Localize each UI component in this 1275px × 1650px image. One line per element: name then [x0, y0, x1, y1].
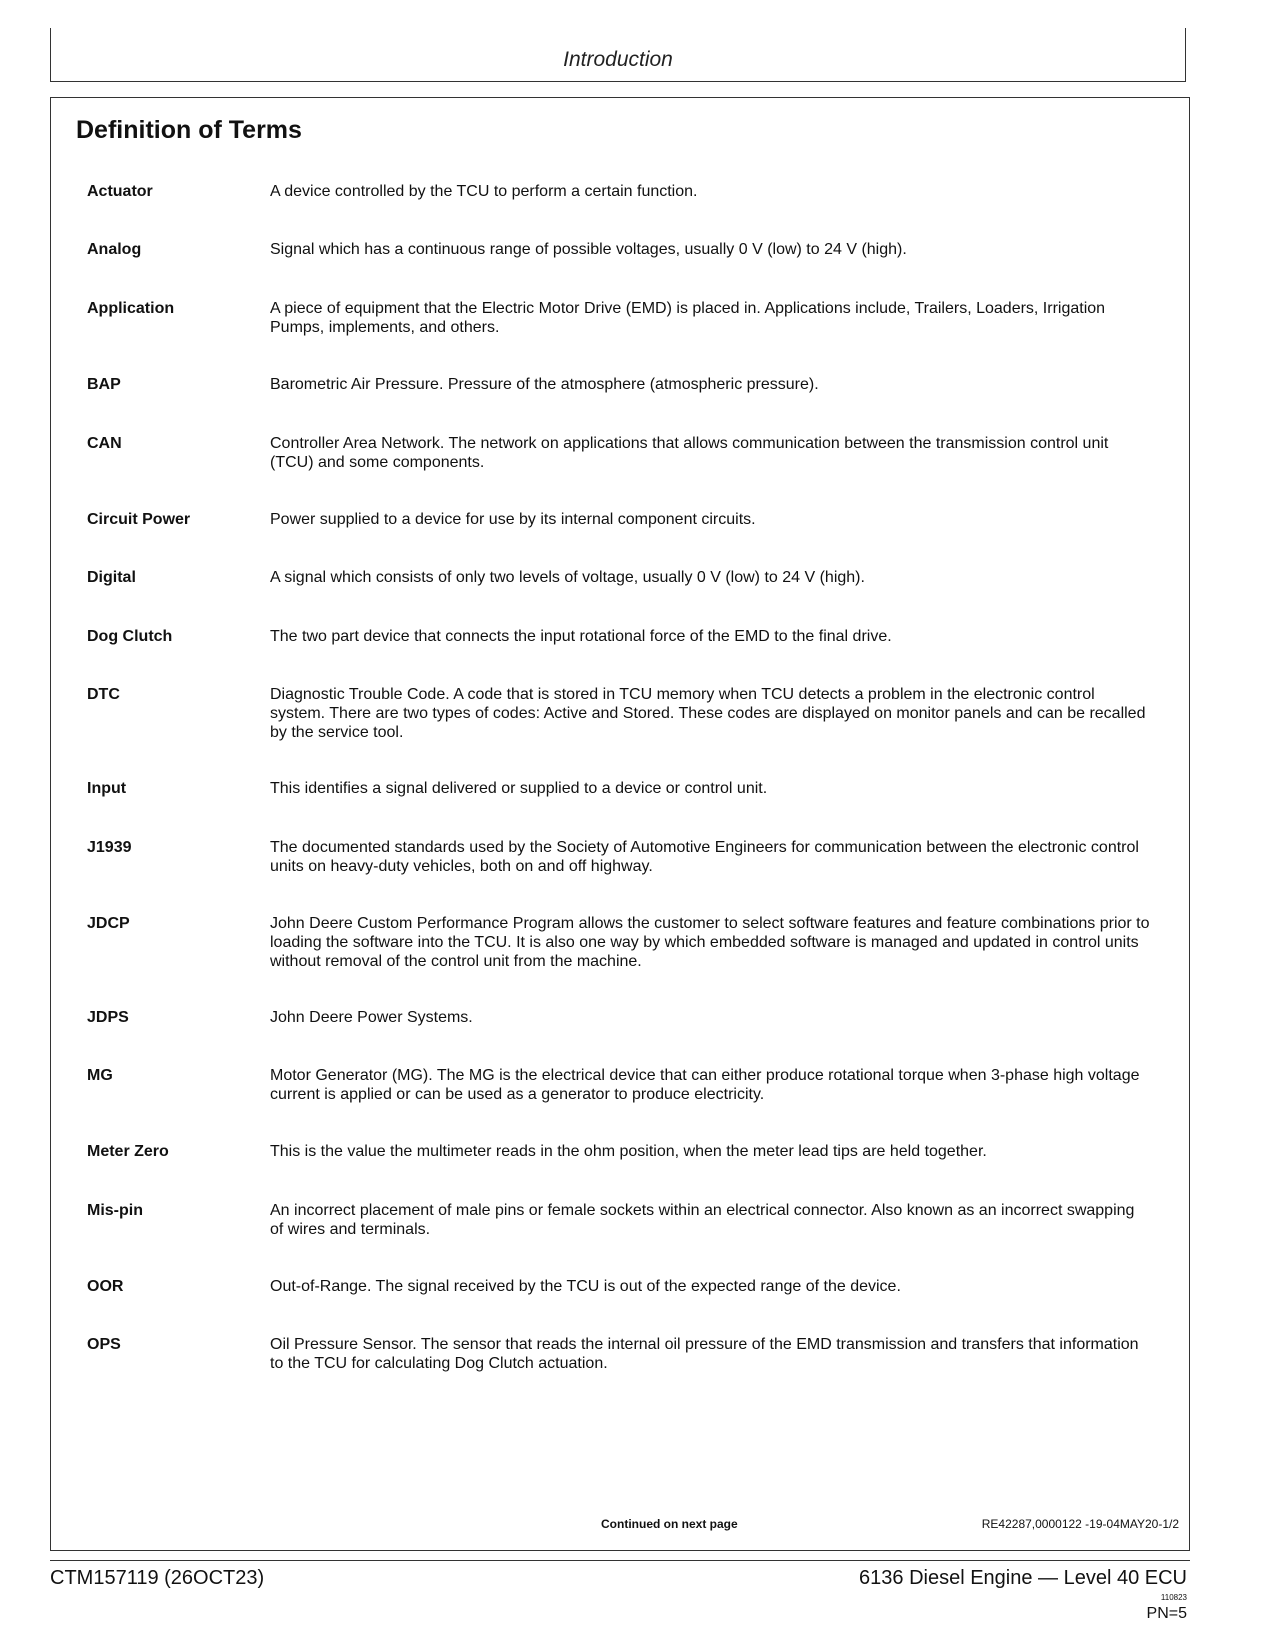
definition-mg: Motor Generator (MG). The MG is the electrical device that can either produce rotational torque when 3-phase high voltage current is applied or can be used as a generator to produce electricity. [270, 1067, 1140, 1103]
definition-dog-clutch: The two part device that connects the input rotational force of the EMD to the final drive. [270, 628, 892, 645]
definition-circuit-power: Power supplied to a device for use by its internal component circuits. [270, 511, 756, 528]
term-input: Input [87, 780, 127, 797]
definition-input: This identifies a signal delivered or supplied to a device or control unit. [270, 780, 768, 797]
term-actuator: Actuator [87, 183, 153, 200]
term-jdcp: JDCP [87, 915, 130, 932]
header-frame [50, 28, 1186, 82]
manual-id: CTM157119 (26OCT23) [50, 1567, 265, 1589]
definition-jdcp: John Deere Custom Performance Program allows the customer to select software features and feature combinations prior to loading the software into the TCU. It is also one way by which embedded software is managed and updated in control units without removal of the control unit from the machine. [270, 915, 1150, 970]
term-bap: BAP [87, 376, 121, 393]
definition-dtc: Diagnostic Trouble Code. A code that is stored in TCU memory when TCU detects a problem in the electronic control system. There are two types of codes: Active and Stored. These codes are displayed on monitor panels and can be recalled by the service tool. [270, 686, 1146, 741]
definition-meter-zero: This is the value the multimeter reads in the ohm position, when the meter lead tips are held together. [270, 1143, 987, 1160]
footer-divider [50, 1560, 1190, 1561]
document-reference: RE42287,0000122 -19-04MAY20-1/2 [981, 1517, 1179, 1531]
definition-can: Controller Area Network. The network on applications that allows communication between the transmission control unit (TCU) and some components. [270, 435, 1109, 471]
definition-actuator: A device controlled by the TCU to perform a certain function. [270, 183, 698, 200]
definition-application: A piece of equipment that the Electric Motor Drive (EMD) is placed in. Applications include, Trailers, Loaders, Irrigation Pumps, implements, and others. [270, 300, 1106, 336]
definition-jdps: John Deere Power Systems. [270, 1009, 473, 1026]
term-application: Application [87, 300, 175, 317]
section-title: Introduction [563, 48, 673, 71]
definition-bap: Barometric Air Pressure. Pressure of the atmosphere (atmospheric pressure). [270, 376, 819, 393]
definitions-box [50, 97, 1190, 1551]
term-j1939: J1939 [87, 839, 132, 856]
definition-analog: Signal which has a continuous range of possible voltages, usually 0 V (low) to 24 V (high). [270, 241, 907, 258]
definition-digital: A signal which consists of only two levels of voltage, usually 0 V (low) to 24 V (high). [270, 569, 865, 586]
definition-oor: Out-of-Range. The signal received by the TCU is out of the expected range of the device. [270, 1278, 901, 1295]
term-dtc: DTC [87, 686, 120, 703]
definition-j1939: The documented standards used by the Society of Automotive Engineers for communication between the electronic control units on heavy-duty vehicles, both on and off highway. [270, 839, 1139, 875]
term-oor: OOR [87, 1278, 124, 1295]
term-mg: MG [87, 1067, 113, 1084]
term-analog: Analog [87, 241, 142, 258]
definition-ops: Oil Pressure Sensor. The sensor that reads the internal oil pressure of the EMD transmission and transfers that information to the TCU for calculating Dog Clutch actuation. [270, 1336, 1139, 1372]
term-jdps: JDPS [87, 1009, 129, 1026]
term-digital: Digital [87, 569, 136, 586]
term-dog-clutch: Dog Clutch [87, 628, 173, 645]
term-can: CAN [87, 435, 122, 452]
page-title: Definition of Terms [76, 116, 302, 144]
page-number: PN=5 [1146, 1605, 1187, 1622]
term-meter-zero: Meter Zero [87, 1143, 169, 1160]
manual-title: 6136 Diesel Engine — Level 40 ECU [859, 1567, 1187, 1589]
continued-note: Continued on next page [601, 1517, 738, 1531]
term-ops: OPS [87, 1336, 121, 1353]
term-circuit-power: Circuit Power [87, 511, 191, 528]
revision-code: 110823 [1160, 1593, 1187, 1602]
definition-mis-pin: An incorrect placement of male pins or female sockets within an electrical connector. Also known as an incorrect swapping of wires and terminals. [270, 1202, 1135, 1238]
term-mis-pin: Mis-pin [87, 1202, 143, 1219]
